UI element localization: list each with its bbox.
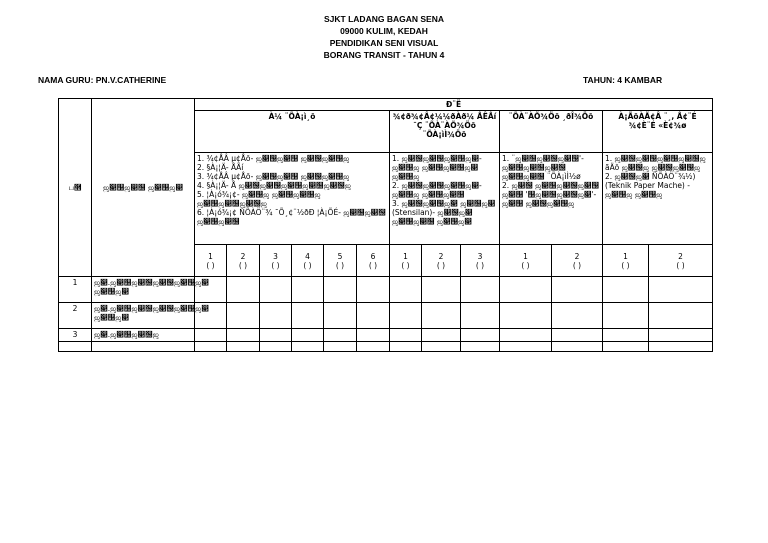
- list-item: 6. ¦À¡ó¾¡¢ ÑÕÀÖ¨¾ ¯Õ¸¢¨½ðÐ ¦À¡ÕÉ- ஜ௃஠ஜ௃஠ ஜ௃஠ஜ௃஠: [197, 208, 386, 226]
- mark-cell[interactable]: [260, 303, 292, 329]
- section-3-items: [500, 153, 603, 245]
- mark-cell[interactable]: [227, 342, 260, 352]
- list-item: 5. ¦À¡ó¾¡¢- ஜ௃஠ஜ ஜ௃஠ஜ௃஠ஜ ஜ௃஠ஜ௃஠ஜ௃஠ஜ: [197, 190, 321, 208]
- mark-cell[interactable]: [422, 303, 461, 329]
- mark-header: 2 ( ): [227, 245, 260, 277]
- mark-cell[interactable]: [227, 303, 260, 329]
- mark-cell[interactable]: [461, 342, 500, 352]
- mark-cell[interactable]: [649, 277, 713, 303]
- mark-header: 1 ( ): [500, 245, 552, 277]
- mark-cell[interactable]: [227, 329, 260, 342]
- mark-cell[interactable]: [260, 277, 292, 303]
- section-4-title: À¡ÃõÀÃ¢Â ¨¸, Å¢¨É ¾¢È¨É «È¢¾ø: [603, 111, 713, 153]
- list-item: 2. ஜ௃஠ஜ௃ ÑÕÀÖ¨¾½) (Teknik Paper Mache) - ஜ௃஠ஜ ஜ௃஠ஜ: [605, 172, 696, 199]
- student-name: ஜ௃.ஜ௃஠ஜ௃஠ஜ௃஠ஜ௃஠ஜ௃ ஜ௃஠ஜ௃: [92, 277, 195, 303]
- mark-header: 2 ( ): [422, 245, 461, 277]
- mark-cell[interactable]: [552, 342, 603, 352]
- list-item: 3. ஜ௃஠ஜ௃஠ஜ௃ ஜ௃஠ஜ௃ (Stensilan)- ஜ௃஠ஜ௃ ஜ௃஠ஜ௃஠ ஜ௃஠ஜ௃: [392, 199, 496, 226]
- mark-cell[interactable]: [461, 303, 500, 329]
- mark-cell[interactable]: [390, 342, 422, 352]
- mark-cell[interactable]: [500, 303, 552, 329]
- table-row: [59, 342, 713, 352]
- school-name: SJKT LADANG BAGAN SENA: [324, 14, 444, 24]
- mark-cell[interactable]: [292, 329, 324, 342]
- mark-cell[interactable]: [603, 342, 649, 352]
- row-number: 2: [59, 303, 92, 329]
- section-2-items: [390, 153, 500, 245]
- form-title: BORANG TRANSIT - TAHUN 4: [323, 50, 445, 60]
- mark-cell[interactable]: [390, 277, 422, 303]
- section-2-title: ¾¢ð¾¢Â¢¼¼ðÀð¼ ÅÊÅí ¯Ç ¨ÕÀ¨ÀÕ¾Öõ ¨ÕÀ¡ìÌ¾Öõ: [390, 111, 500, 153]
- mark-cell[interactable]: [649, 303, 713, 329]
- row-number: 3: [59, 329, 92, 342]
- mark-header: 5 ( ): [324, 245, 357, 277]
- mark-cell[interactable]: [552, 303, 603, 329]
- mark-cell[interactable]: [324, 329, 357, 342]
- mark-cell[interactable]: [292, 277, 324, 303]
- mark-cell[interactable]: [324, 303, 357, 329]
- mark-header: 1 ( ): [390, 245, 422, 277]
- mark-cell[interactable]: [552, 277, 603, 303]
- transit-table: [58, 98, 713, 352]
- mark-header: 1 ( ): [603, 245, 649, 277]
- mark-cell[interactable]: [461, 329, 500, 342]
- header-nama-murid: ஜ௃஠ஜ௃஠ ஜ௃஠ஜ௃: [92, 99, 195, 277]
- section-1-items: [195, 153, 390, 245]
- mark-header: 4 ( ): [292, 245, 324, 277]
- list-item: 3. ¾¢ÅÂ µ¢Åõ- ஜ௃஠ஜ௃஠ ஜ௃஠ஜ௃஠ஜ: [197, 172, 350, 181]
- mark-cell[interactable]: [195, 342, 227, 352]
- list-item: 4. §À¡¦Ä- Å ஜ௃஠ஜ௃஠ஜ௃஠ஜ௃஠ஜ௃஠ஜ: [197, 181, 352, 190]
- list-item: 1. ¾¢ÅÂ µ¢Åõ- ஜ௃஠ஜ௃஠ ஜ௃஠ஜ௃஠ஜ: [197, 154, 350, 163]
- mark-header: 3 ( ): [461, 245, 500, 277]
- list-item: 2. ஜ௃஠ ஜ௃஠ஜ௃஠ஜ௃஠ ஜ௃஠ '஠ஜ௃஠ஜ௃஠ஜ௃'- ஜ௃஠ ஜ௃஠ஜ௃஠ஜ: [502, 181, 599, 208]
- row-number: 1: [59, 277, 92, 303]
- mark-cell[interactable]: [461, 277, 500, 303]
- mark-cell[interactable]: [357, 277, 390, 303]
- mark-cell[interactable]: [357, 342, 390, 352]
- list-item: 1. ¨ஜ௃஠ஜ௃஠ஜ௃஠'- ஜ௃஠ஜ௃஠ஜ௃஠ ஜ௃஠ஜ௃஠ ¨ÕÀ¡ìÌ½ø: [502, 154, 584, 181]
- mark-cell[interactable]: [390, 303, 422, 329]
- table-row: [59, 277, 713, 303]
- mark-header: 2 ( ): [552, 245, 603, 277]
- student-name: ஜ௃.ஜ௃஠ஜ௃஠ஜ: [92, 329, 195, 342]
- year-class: TAHUN: 4 KAMBAR: [583, 75, 663, 85]
- mark-cell[interactable]: [227, 277, 260, 303]
- subject-title: PENDIDIKAN SENI VISUAL: [329, 38, 439, 48]
- empty-cell: [92, 342, 195, 352]
- list-item: 2. ஜ௃஠ஜ௃஠ஜ௃஠ஜ௃- ஜ௃஠ஜ ஜ௃஠ஜ௃஠: [392, 181, 482, 199]
- mark-cell[interactable]: [390, 329, 422, 342]
- mark-cell[interactable]: [500, 329, 552, 342]
- list-item: 2. §À¡¦Ä- ÅÃí: [197, 163, 244, 172]
- mark-cell[interactable]: [260, 342, 292, 352]
- section-4-items: [603, 153, 713, 245]
- student-name: ஜ௃.ஜ௃஠ஜ௃஠ஜ௃஠ஜ௃஠ஜ௃ ஜ௃஠ஜ௃: [92, 303, 195, 329]
- list-item: 1. ஜ௃஠ஜ௃஠ஜ௃஠ஜ௃- ஜ௃஠ஜ ஜ௃஠ஜ௃஠ஜ௃ ஜ௃஠ஜ: [392, 154, 482, 181]
- mark-cell[interactable]: [357, 303, 390, 329]
- mark-cell[interactable]: [649, 342, 713, 352]
- section-1-title: À¼ ¨ÕÀ¡ì¸õ: [195, 111, 390, 153]
- mark-cell[interactable]: [292, 303, 324, 329]
- mark-header: 3 ( ): [260, 245, 292, 277]
- header-group: Ð¨Ë: [195, 99, 713, 111]
- mark-cell[interactable]: [422, 329, 461, 342]
- mark-header: 1 ( ): [195, 245, 227, 277]
- mark-header: 2 ( ): [649, 245, 713, 277]
- section-3-title: ¨ÕÀ¨ÀÕ¾Öõ ¸ðÎ¾Öõ: [500, 111, 603, 153]
- mark-cell[interactable]: [324, 277, 357, 303]
- mark-cell[interactable]: [500, 342, 552, 352]
- mark-cell[interactable]: [292, 342, 324, 352]
- school-address: 09000 KULIM, KEDAH: [340, 26, 428, 36]
- mark-cell[interactable]: [357, 329, 390, 342]
- empty-cell: [59, 342, 92, 352]
- teacher-name: NAMA GURU: PN.V.CATHERINE: [38, 75, 167, 85]
- mark-header: 6 ( ): [357, 245, 390, 277]
- table-row: [59, 329, 713, 342]
- mark-cell[interactable]: [324, 342, 357, 352]
- list-item: 1. ஜ௃஠ஜ௃஠ஜ௃஠ஜ௃஠ஜ ãÄõ ஜ௃஠ஜ ஜ௃஠ஜ௃஠ஜ: [605, 154, 706, 172]
- mark-cell[interactable]: [603, 277, 649, 303]
- mark-cell[interactable]: [552, 329, 603, 342]
- mark-cell[interactable]: [649, 329, 713, 342]
- mark-cell[interactable]: [195, 329, 227, 342]
- mark-cell[interactable]: [422, 277, 461, 303]
- header-bil: ப࿮: [59, 99, 92, 277]
- mark-cell[interactable]: [603, 329, 649, 342]
- mark-cell[interactable]: [422, 342, 461, 352]
- table-row: [59, 303, 713, 329]
- mark-cell[interactable]: [500, 277, 552, 303]
- mark-cell[interactable]: [260, 329, 292, 342]
- mark-cell[interactable]: [603, 303, 649, 329]
